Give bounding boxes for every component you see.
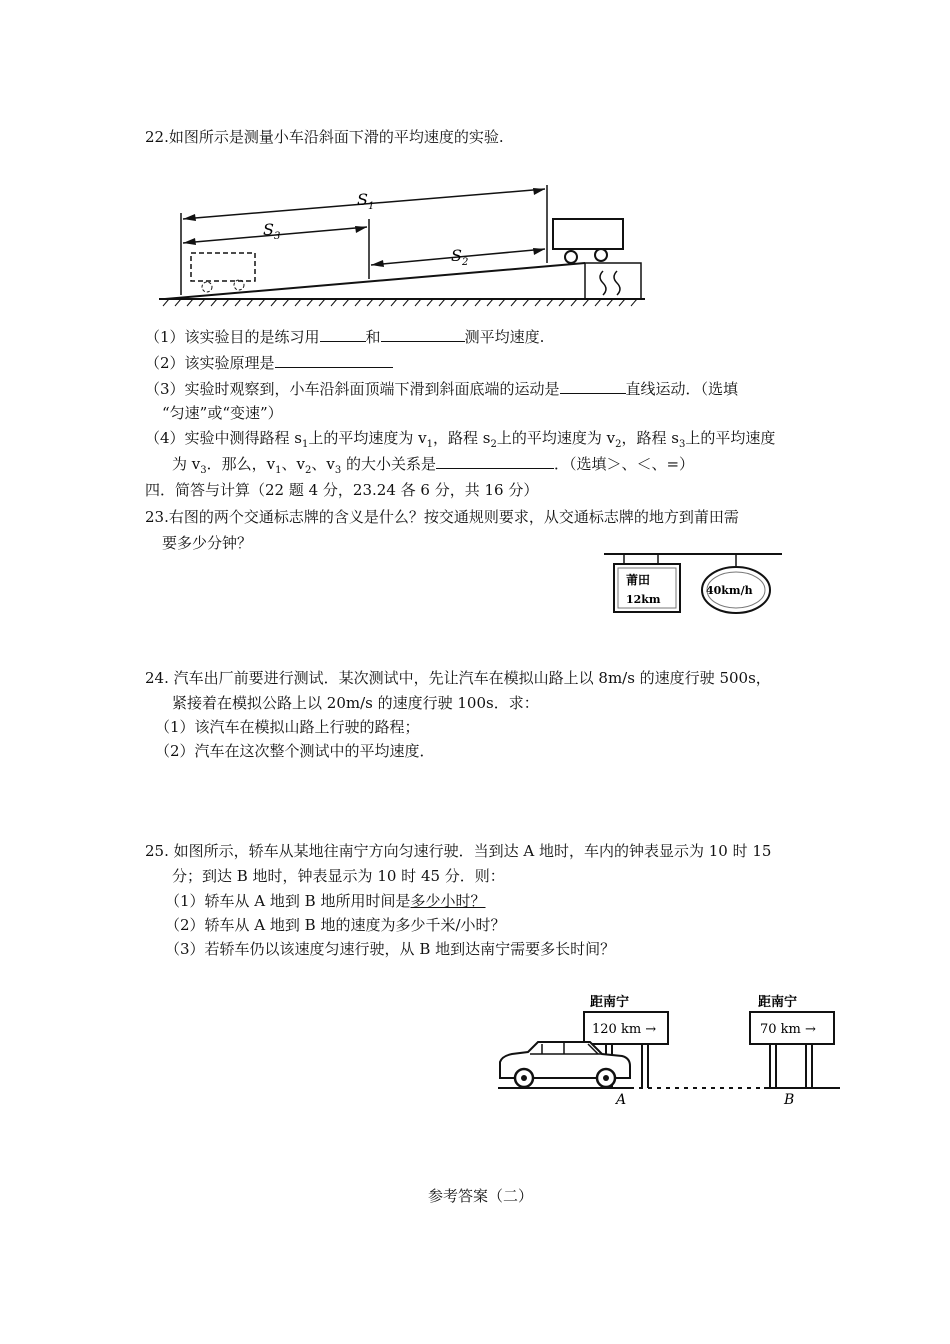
point-b-label: B [784, 1092, 795, 1108]
q24-line4: （2）汽车在这次整个测试中的平均速度． [155, 742, 435, 760]
q23-line1: 23.右图的两个交通标志牌的含义是什么？按交通规则要求，从交通标志牌的地方到莆田需 [145, 508, 739, 526]
car-road-signs-figure [494, 990, 844, 1108]
q23-line2: 要多少分钟？ [162, 534, 253, 552]
sign-a-title: 距南宁 [590, 995, 630, 1010]
q25-line2: 分；到达 B 地时，钟表显示为 10 时 45 分．则： [172, 867, 505, 885]
answer-blank-2[interactable] [381, 326, 465, 342]
sign-b-distance: 70 km → [760, 1022, 816, 1037]
sign-a-distance: 120 km → [592, 1022, 657, 1037]
answer-blank-4[interactable] [560, 378, 626, 394]
q22-part1: （1）该实验目的是练习用 和 测平均速度. [145, 328, 545, 346]
section-4-heading: 四．简答与计算（22 题 4 分，23.24 各 6 分，共 16 分） [145, 481, 539, 499]
q24-line3: （1）该汽车在模拟山路上行驶的路程； [155, 718, 420, 736]
s2-label: $S_2$ [451, 246, 469, 268]
q24-line1: 24. 汽车出厂前要进行测试．某次测试中，先让汽车在模拟山路上以 8m/s 的速度行驶 500s， [145, 669, 771, 687]
incline-experiment-figure [155, 175, 655, 315]
point-a-label: A [616, 1092, 627, 1108]
traffic-signs-figure [602, 548, 792, 618]
q22-part3: （3）实验时观察到，小车沿斜面顶端下滑到斜面底端的运动是 直线运动．（选填 [145, 380, 739, 398]
q25-line3: （1）轿车从 A 地到 B 地所用时间是多少小时？ [165, 892, 486, 910]
answer-blank-1[interactable] [320, 326, 366, 342]
q24-line2: 紧接着在模拟公路上以 20m/s 的速度行驶 100s．求： [172, 694, 539, 712]
q25-line4: （2）轿车从 A 地到 B 地的速度为多少千米/小时？ [165, 916, 506, 934]
q22-part3-cont: “匀速”或“变速”） [162, 404, 283, 422]
s1-label: $S_1$ [357, 190, 375, 212]
answer-key-heading: 参考答案（二） [428, 1187, 534, 1205]
q22-title: 22.如图所示是测量小车沿斜面下滑的平均速度的实验. [145, 128, 504, 146]
sign-place-name: 莆田 [626, 573, 651, 587]
s3-label: $S_3$ [263, 220, 281, 242]
answer-blank-3[interactable] [275, 352, 393, 368]
q25-line1: 25. 如图所示，轿车从某地往南宁方向匀速行驶．当到达 A 地时，车内的钟表显示为 10 时 15 [145, 842, 772, 860]
q22-part4-cont: 为 $v_3$．那么，$v_1$、$v_2$、$v_3$ 的大小关系是 ．（选填＞、＜、=） [172, 455, 695, 476]
answer-blank-5[interactable] [436, 453, 554, 469]
q25-line5: （3）若轿车仍以该速度匀速行驶，从 B 地到达南宁需要多长时间？ [165, 940, 616, 958]
car-icon [500, 1042, 630, 1087]
sign-speed-limit: 40km/h [706, 584, 753, 597]
sign-b-title: 距南宁 [758, 995, 798, 1010]
q22-part2: （2）该实验原理是 [145, 352, 393, 373]
q22-part4: （4）实验中测得路程 $s_1$上的平均速度为 $v_1$，路程 $s_2$上的平均速度为 $v_2$，路程 $s_3$上的平均速度 [145, 429, 776, 450]
sign-distance: 12km [626, 593, 661, 606]
